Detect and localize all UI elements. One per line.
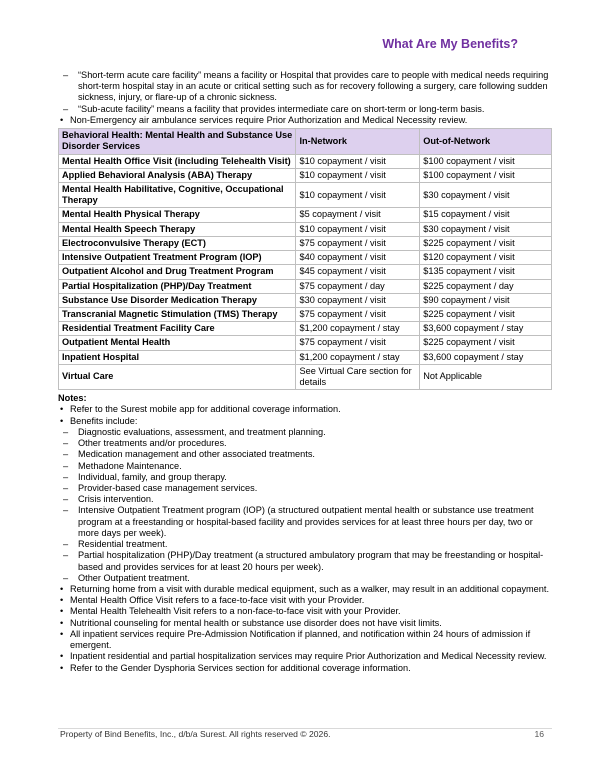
out-of-network-cell: $15 copayment / visit bbox=[420, 208, 552, 222]
in-network-cell: $5 copayment / visit bbox=[296, 208, 420, 222]
service-cell: Outpatient Alcohol and Drug Treatment Program bbox=[59, 265, 296, 279]
note-text: Other Outpatient treatment. bbox=[78, 572, 190, 583]
note-dash-item bbox=[58, 427, 552, 438]
note-dash-item bbox=[58, 539, 552, 550]
table-row bbox=[59, 279, 552, 293]
note-text: Inpatient residential and partial hospitalization services may require Prior Authorization and Medical Necessity review. bbox=[70, 651, 547, 662]
out-of-network-cell: $120 copayment / visit bbox=[420, 251, 552, 265]
note-bullet-item bbox=[58, 629, 552, 651]
footer-copyright: Property of Bind Benefits, Inc., d/b/a Surest. All rights reserved © 2026. bbox=[60, 729, 331, 739]
intro-section bbox=[58, 70, 552, 126]
service-cell: Mental Health Habilitative, Cognitive, Occupational Therapy bbox=[59, 182, 296, 207]
intro-dash-text: “Sub-acute facility” means a facility that provides intermediate care on short-term or long-term basis. bbox=[78, 103, 485, 114]
service-cell: Virtual Care bbox=[59, 364, 296, 389]
note-dash-item bbox=[58, 573, 552, 584]
service-cell: Applied Behavioral Analysis (ABA) Therapy bbox=[59, 168, 296, 182]
bullet-marker: • bbox=[60, 595, 64, 606]
out-of-network-cell: $100 copayment / visit bbox=[420, 154, 552, 168]
in-network-cell: See Virtual Care section for details bbox=[296, 364, 420, 389]
notes-list bbox=[58, 404, 552, 673]
dash-marker: – bbox=[63, 505, 69, 516]
note-bullet-item bbox=[58, 618, 552, 629]
note-bullet-item bbox=[58, 416, 552, 427]
note-dash-item bbox=[58, 494, 552, 505]
dash-marker: – bbox=[63, 449, 69, 460]
note-dash-item bbox=[58, 505, 552, 539]
page-title: What Are My Benefits? bbox=[382, 37, 518, 51]
header-out-of-network: Out-of-Network bbox=[420, 129, 552, 154]
dash-marker: – bbox=[63, 494, 69, 505]
table-row bbox=[59, 236, 552, 250]
table-row bbox=[59, 251, 552, 265]
table-row bbox=[59, 322, 552, 336]
bullet-marker: • bbox=[60, 662, 64, 673]
table-row bbox=[59, 182, 552, 207]
note-dash-item bbox=[58, 438, 552, 449]
table-row bbox=[59, 350, 552, 364]
service-cell: Inpatient Hospital bbox=[59, 350, 296, 364]
note-text: Residential treatment. bbox=[78, 539, 168, 550]
table-header-row bbox=[59, 129, 552, 154]
out-of-network-cell: $3,600 copayment / stay bbox=[420, 322, 552, 336]
note-bullet-item bbox=[58, 595, 552, 606]
intro-bullet-item bbox=[58, 115, 552, 126]
in-network-cell: $75 copayment / visit bbox=[296, 336, 420, 350]
intro-bullet-text: Non-Emergency air ambulance services require Prior Authorization and Medical Necessity review. bbox=[70, 114, 468, 125]
dash-marker: – bbox=[63, 426, 69, 437]
out-of-network-cell: $3,600 copayment / stay bbox=[420, 350, 552, 364]
service-cell: Mental Health Office Visit (including Telehealth Visit) bbox=[59, 154, 296, 168]
bullet-marker: • bbox=[60, 415, 64, 426]
note-bullet-item bbox=[58, 663, 552, 674]
note-dash-item bbox=[58, 550, 552, 572]
service-cell: Mental Health Physical Therapy bbox=[59, 208, 296, 222]
note-text: Mental Health Telehealth Visit refers to a non-face-to-face visit with your Provider. bbox=[70, 606, 401, 617]
in-network-cell: $30 copayment / visit bbox=[296, 293, 420, 307]
bullet-marker: • bbox=[60, 606, 64, 617]
out-of-network-cell: $30 copayment / visit bbox=[420, 182, 552, 207]
in-network-cell: $75 copayment / visit bbox=[296, 236, 420, 250]
table-row bbox=[59, 168, 552, 182]
service-cell: Electroconvulsive Therapy (ECT) bbox=[59, 236, 296, 250]
out-of-network-cell: $225 copayment / visit bbox=[420, 336, 552, 350]
note-text: Intensive Outpatient Treatment program (IOP) (a structured outpatient mental health or substance use treatment program at a freestanding or hospital-based facility and provides services for at least three hours per day, two or more days per week). bbox=[78, 505, 534, 538]
note-text: Methadone Maintenance. bbox=[78, 460, 182, 471]
note-dash-item bbox=[58, 483, 552, 494]
out-of-network-cell: $90 copayment / visit bbox=[420, 293, 552, 307]
note-text: Medication management and other associated treatments. bbox=[78, 449, 315, 460]
out-of-network-cell: $225 copayment / visit bbox=[420, 307, 552, 321]
out-of-network-cell: $225 copayment / day bbox=[420, 279, 552, 293]
service-cell: Transcranial Magnetic Stimulation (TMS) Therapy bbox=[59, 307, 296, 321]
dash-marker: – bbox=[63, 483, 69, 493]
table-row bbox=[59, 336, 552, 350]
note-dash-item bbox=[58, 449, 552, 460]
note-dash-item bbox=[58, 472, 552, 483]
in-network-cell: $10 copayment / visit bbox=[296, 182, 420, 207]
intro-dash-item bbox=[58, 70, 552, 104]
note-text: Provider-based case management services. bbox=[78, 483, 258, 493]
note-bullet-item bbox=[58, 404, 552, 415]
page-content bbox=[58, 70, 552, 674]
bullet-marker: • bbox=[60, 628, 64, 639]
table-row bbox=[59, 265, 552, 279]
out-of-network-cell: Not Applicable bbox=[420, 364, 552, 389]
out-of-network-cell: $135 copayment / visit bbox=[420, 265, 552, 279]
note-text: Returning home from a visit with durable medical equipment, such as a walker, may result in an additional copayment. bbox=[70, 583, 550, 594]
intro-dash-text: “Short-term acute care facility” means a facility or Hospital that provides care to people with medical needs requiring short-term hospital stay in an acute or critical setting such as for recovery following a surgery, care following sudden sickness, injury, or flare-up of a chronic sickness. bbox=[78, 70, 549, 103]
benefits-table bbox=[58, 128, 552, 390]
table-row bbox=[59, 222, 552, 236]
in-network-cell: $45 copayment / visit bbox=[296, 265, 420, 279]
note-bullet-item bbox=[58, 584, 552, 595]
page-footer bbox=[58, 728, 552, 742]
service-cell: Mental Health Speech Therapy bbox=[59, 222, 296, 236]
dash-marker: – bbox=[63, 70, 69, 80]
in-network-cell: $40 copayment / visit bbox=[296, 251, 420, 265]
dash-marker: – bbox=[63, 103, 69, 114]
bullet-marker: • bbox=[60, 583, 64, 594]
header-in-network: In-Network bbox=[296, 129, 420, 154]
table-row bbox=[59, 293, 552, 307]
dash-marker: – bbox=[63, 539, 69, 550]
note-bullet-item bbox=[58, 651, 552, 662]
note-text: Individual, family, and group therapy. bbox=[78, 471, 227, 482]
note-dash-item bbox=[58, 461, 552, 472]
note-text: Partial hospitalization (PHP)/Day treatment (a structured ambulatory program that may be freestanding or hospital-based and provides services for at least 20 hours per week). bbox=[78, 550, 544, 572]
note-text: Crisis intervention. bbox=[78, 494, 154, 505]
in-network-cell: $1,200 copayment / stay bbox=[296, 322, 420, 336]
table-row bbox=[59, 364, 552, 389]
in-network-cell: $75 copayment / visit bbox=[296, 307, 420, 321]
service-cell: Outpatient Mental Health bbox=[59, 336, 296, 350]
dash-marker: – bbox=[63, 572, 69, 583]
note-text: Refer to the Surest mobile app for additional coverage information. bbox=[70, 404, 341, 415]
note-text: Diagnostic evaluations, assessment, and treatment planning. bbox=[78, 426, 326, 437]
in-network-cell: $1,200 copayment / stay bbox=[296, 350, 420, 364]
dash-marker: – bbox=[63, 471, 69, 482]
out-of-network-cell: $30 copayment / visit bbox=[420, 222, 552, 236]
header-service: Behavioral Health: Mental Health and Substance Use Disorder Services bbox=[59, 129, 296, 154]
in-network-cell: $10 copayment / visit bbox=[296, 154, 420, 168]
note-text: Benefits include: bbox=[70, 415, 138, 426]
note-bullet-item bbox=[58, 606, 552, 617]
note-text: Nutritional counseling for mental health or substance use disorder does not have visit limits. bbox=[70, 617, 442, 628]
intro-dash-item bbox=[58, 104, 552, 115]
page-number: 16 bbox=[534, 729, 544, 739]
table-row bbox=[59, 208, 552, 222]
bullet-marker: • bbox=[60, 404, 64, 415]
dash-marker: – bbox=[63, 460, 69, 471]
dash-marker: – bbox=[63, 438, 69, 449]
bullet-marker: • bbox=[60, 114, 64, 125]
notes-title: Notes: bbox=[58, 393, 87, 404]
out-of-network-cell: $100 copayment / visit bbox=[420, 168, 552, 182]
service-cell: Partial Hospitalization (PHP)/Day Treatment bbox=[59, 279, 296, 293]
note-text: Mental Health Office Visit refers to a face-to-face visit with your Provider. bbox=[70, 595, 365, 606]
bullet-marker: • bbox=[60, 651, 64, 662]
table-row bbox=[59, 307, 552, 321]
in-network-cell: $75 copayment / day bbox=[296, 279, 420, 293]
table-body bbox=[59, 154, 552, 390]
note-text: Other treatments and/or procedures. bbox=[78, 438, 227, 449]
in-network-cell: $10 copayment / visit bbox=[296, 168, 420, 182]
note-text: All inpatient services require Pre-Admission Notification if planned, and notification within 24 hours of admission if emergent. bbox=[70, 628, 531, 651]
service-cell: Intensive Outpatient Treatment Program (IOP) bbox=[59, 251, 296, 265]
out-of-network-cell: $225 copayment / visit bbox=[420, 236, 552, 250]
service-cell: Substance Use Disorder Medication Therapy bbox=[59, 293, 296, 307]
in-network-cell: $10 copayment / visit bbox=[296, 222, 420, 236]
service-cell: Residential Treatment Facility Care bbox=[59, 322, 296, 336]
dash-marker: – bbox=[63, 550, 69, 561]
note-text: Refer to the Gender Dysphoria Services section for additional coverage information. bbox=[70, 662, 411, 673]
bullet-marker: • bbox=[60, 617, 64, 628]
table-row bbox=[59, 154, 552, 168]
